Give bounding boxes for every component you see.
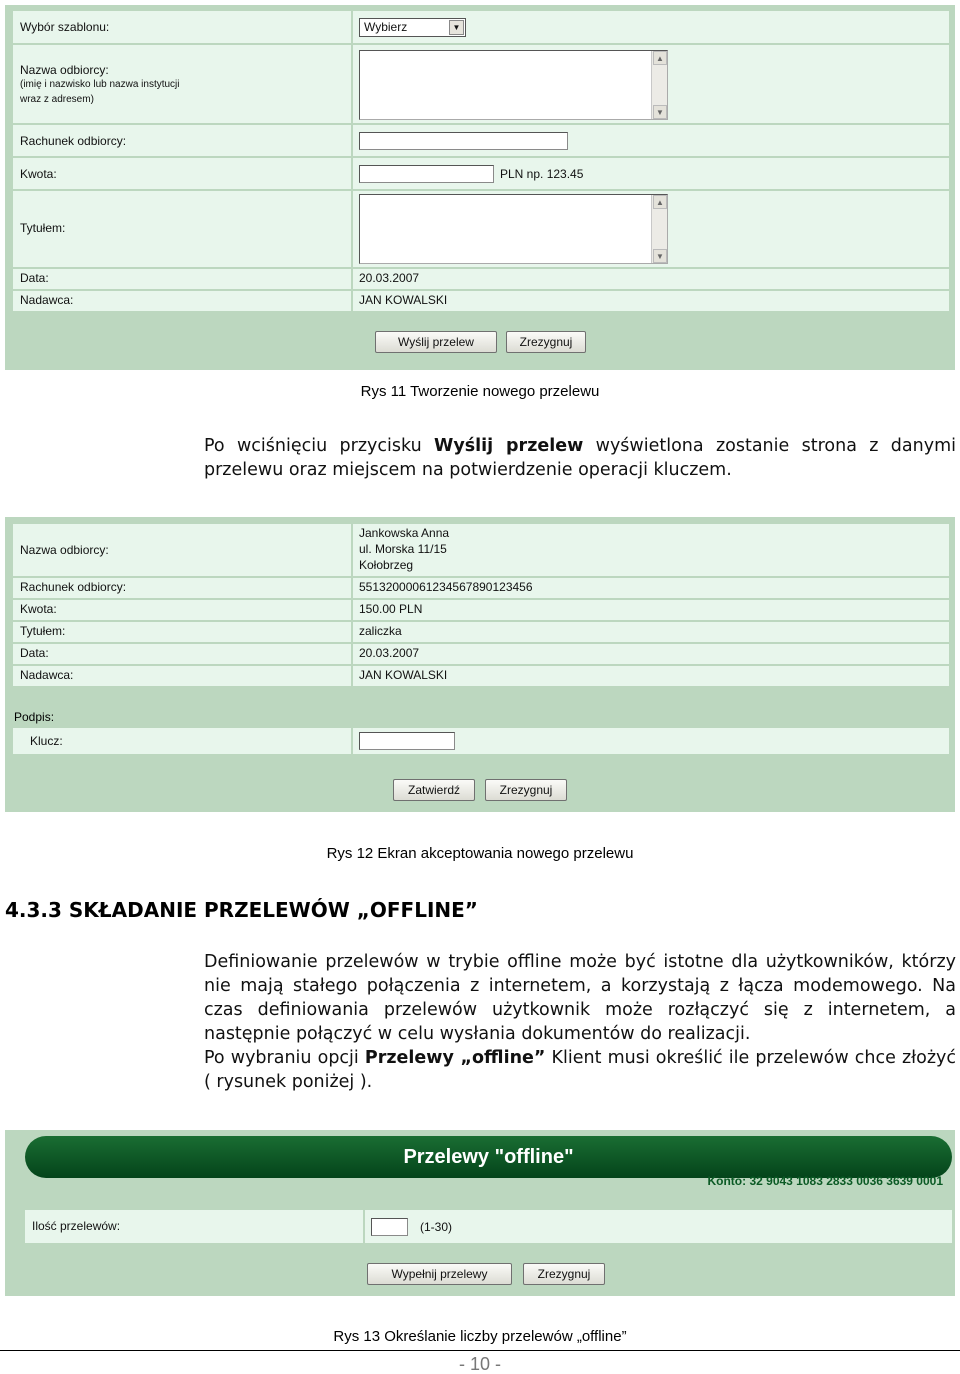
count-hint: (1-30): [420, 1219, 453, 1234]
scrollbar[interactable]: [651, 51, 667, 119]
account-number: Konto: 32 9043 1083 2833 0036 3639 0001: [707, 1174, 943, 1188]
key-input[interactable]: [359, 732, 455, 750]
title-label: Tytułem:: [13, 191, 351, 267]
sender-value: JAN KOWALSKI: [353, 291, 949, 311]
recipient-line: Jankowska Anna: [359, 526, 450, 540]
paragraph-send-info: Po wciśnięciu przycisku Wyślij przelew wyświetlona zostanie strona z danymi przelewu oraz miejscem na potwierdzenie operacji kluczem.: [204, 436, 956, 480]
cancel-button[interactable]: Zrezygnuj: [506, 331, 586, 353]
scroll-up-icon[interactable]: ▲: [653, 195, 667, 209]
account-row: [13, 125, 949, 156]
offline-title-bar: Przelewy "offline": [25, 1136, 952, 1178]
template-select[interactable]: Wybierz ▼: [359, 18, 466, 37]
figure-caption-13: Rys 13 Określanie liczby przelewów „offline”: [333, 1328, 627, 1345]
figure-caption-11: Rys 11 Tworzenie nowego przelewu: [360, 383, 600, 400]
amount-label: Kwota:: [13, 158, 351, 189]
title-row: [13, 191, 949, 267]
recipient-row: [13, 45, 949, 123]
section-heading: 4.3.3 SKŁADANIE PRZELEWÓW „OFFLINE”: [5, 898, 478, 922]
paragraph-offline-intro: Definiowanie przelewów w trybie offline może być istotne dla użytkowników, którzy nie mają stałego połączenia z internetem, a korzystają z łącza modemowego. Na czas definiowania przelewów użytkownik może rozłączyć się z internetem, a następnie połączyć w celu wysłania dokumentów do realizacji.: [204, 952, 956, 1044]
account-input[interactable]: [359, 132, 568, 150]
confirm-transfer-panel: [5, 517, 955, 812]
recipient-note: (imię i nazwisko lub nazwa instytucji: [20, 79, 180, 90]
title-row: [13, 622, 949, 642]
key-row: [13, 728, 949, 754]
amount-value: 150.00 PLN: [353, 600, 949, 620]
cancel-button[interactable]: Zrezygnuj: [485, 779, 567, 801]
scrollbar[interactable]: [651, 195, 667, 263]
key-label: Klucz:: [13, 728, 351, 754]
account-row: [13, 578, 949, 598]
figure-caption-12: Rys 12 Ekran akceptowania nowego przelewu: [326, 845, 634, 862]
recipient-label: Nazwa odbiorcy:: [20, 63, 109, 77]
sender-row: [13, 291, 949, 311]
template-row: [13, 11, 949, 43]
date-row: [13, 269, 949, 289]
sender-label: Nadawca:: [13, 291, 351, 311]
recipient-note-2: wraz z adresem): [20, 94, 94, 105]
account-value: 55132000061234567890123456: [353, 578, 949, 598]
recipient-label: Nazwa odbiorcy:: [13, 524, 351, 576]
page-number: - 10 -: [458, 1354, 501, 1374]
date-value: 20.03.2007: [353, 269, 949, 289]
amount-hint: PLN np. 123.45: [500, 166, 584, 181]
sender-value: JAN KOWALSKI: [353, 666, 949, 686]
date-value: 20.03.2007: [353, 644, 949, 664]
count-label: Ilość przelewów:: [25, 1210, 363, 1243]
title-value: zaliczka: [353, 622, 949, 642]
template-label: Wybór szablonu:: [13, 11, 351, 43]
account-label: Rachunek odbiorcy:: [13, 125, 351, 156]
amount-label: Kwota:: [13, 600, 351, 620]
recipient-line: ul. Morska 11/15: [359, 542, 447, 556]
scroll-up-icon[interactable]: ▲: [653, 51, 667, 65]
paragraph-offline-option: Po wybraniu opcji Przelewy „offline” Klient musi określić ile przelewów chce złożyć ( rysunek poniżej ).: [204, 1048, 956, 1092]
recipient-line: Kołobrzeg: [359, 558, 414, 572]
recipient-row: [13, 524, 949, 576]
offline-transfers-panel: [5, 1130, 955, 1296]
cancel-button[interactable]: Zrezygnuj: [523, 1263, 605, 1285]
scroll-down-icon[interactable]: ▼: [653, 249, 667, 263]
send-transfer-button[interactable]: Wyślij przelew: [375, 331, 497, 353]
transfer-form-panel: [5, 5, 955, 370]
recipient-textarea[interactable]: [359, 50, 668, 120]
title-label: Tytułem:: [13, 622, 351, 642]
count-input[interactable]: [371, 1218, 408, 1236]
date-label: Data:: [13, 644, 351, 664]
count-row: [25, 1210, 952, 1243]
amount-row: [13, 158, 949, 189]
account-label: Rachunek odbiorcy:: [13, 578, 351, 598]
amount-row: [13, 600, 949, 620]
footer-divider: [0, 1350, 960, 1351]
sender-label: Nadawca:: [13, 666, 351, 686]
fill-transfers-button[interactable]: Wypełnij przelewy: [367, 1263, 512, 1285]
chevron-down-icon[interactable]: ▼: [449, 20, 464, 35]
scroll-down-icon[interactable]: ▼: [653, 105, 667, 119]
date-label: Data:: [13, 269, 351, 289]
sender-row: [13, 666, 949, 686]
confirm-button[interactable]: Zatwierdź: [393, 779, 475, 801]
signature-label: Podpis:: [14, 710, 55, 724]
title-textarea[interactable]: [359, 194, 668, 264]
amount-input[interactable]: [359, 165, 494, 183]
date-row: [13, 644, 949, 664]
